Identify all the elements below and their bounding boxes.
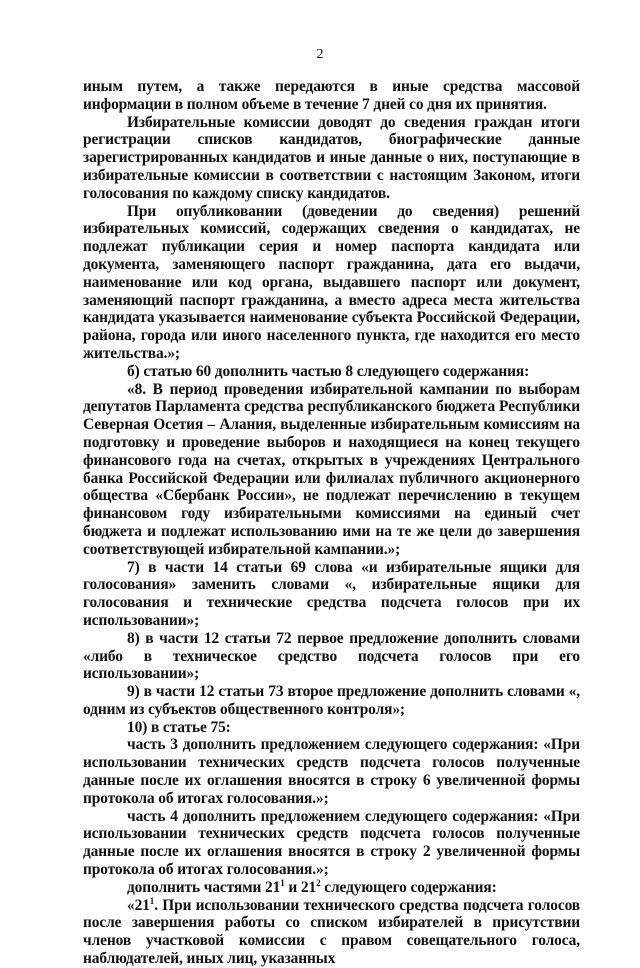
superscript-3: 1 [149,895,155,906]
document-body [83,78,580,968]
paragraph-3: При опубликовании (доведении до сведения) решений избирательных комиссий, содержащих сведения о кандидатах, не подлежат публикации серия и номер паспорта кандидата или документа, заменяющего паспорт гражданина, дата его выдачи, наименование или код органа, выдавшего паспорт или документ, заменяющий паспорт гражданина, а вместо адреса места жительства кандидата указывается наименование субъекта Российской Федерации, района, города или иного населенного пункта, где находится его место жительства.»; [83,202,580,362]
paragraph-5: «8. В период проведения избирательной кампании по выборам депутатов Парламента средства республиканского бюджета Республики Северная Осетия – Алания, выделенные избирательным комиссиям на подготовку и проведение выборов и находящиеся на конец текущего финансового года на счетах, открытых в учреждениях Центрального банка Российской Федерации или филиалах публичного акционерного общества «Сбербанк России», не подлежат перечислению в текущем финансовом году избирательными комиссиями на единый счет бюджета и подлежат использованию ими на те же цели до завершения соответствующей избирательной кампании.»; [83,380,580,558]
superscript-2: 2 [316,877,321,888]
paragraph-10: часть 3 дополнить предложением следующего содержания: «При использовании технических средств подсчета голосов полученные данные после их оглашения вносятся в строку 6 увеличенной формы протокола об итогах голосования.»; [83,736,580,807]
paragraph-13-text-before: «21 [127,896,150,914]
paragraph-12-text-after: следующего содержания: [320,878,497,896]
paragraph-7: 8) в части 12 статьи 72 первое предложение дополнить словами «либо в техническое средство подсчета голосов при его использовании»; [83,629,580,683]
paragraph-2: Избирательные комиссии доводят до сведения граждан итоги регистрации списков кандидатов, биографические данные зарегистрированных кандидатов и иные данные о них, поступающие в избирательные комиссии в соответствии с настоящим Законом, итоги голосования по каждому списку кандидатов. [83,113,580,202]
paragraph-9: 10) в статье 75: [127,718,231,736]
paragraph-13-text-after: . При использовании технического средства подсчета голосов после завершения работы со списком избирателей в присутствии членов участковой комиссии с правом совещательного голоса, наблюдателей, иных лиц, указанных [83,896,580,968]
paragraph-6: 7) в части 14 статьи 69 слова «и избирательные ящики для голосования» заменить словами «, избирательные ящики для голосования и технические средства подсчета голосов при их использовании»; [83,558,580,629]
paragraph-12-text-middle: и 21 [284,878,317,896]
paragraph-13 [83,897,580,968]
superscript-1: 1 [280,877,285,888]
paragraph-12 [83,879,580,897]
paragraph-4: б) статью 60 дополнить частью 8 следующего содержания: [127,362,530,380]
paragraph-1: иным путем, а также передаются в иные средства массовой информации в полном объеме в течение 7 дней со дня их принятия. [83,78,580,113]
paragraph-8: 9) в части 12 статьи 73 второе предложение дополнить словами «, одним из субъектов общественного контроля»; [83,683,580,718]
page-number: 2 [316,47,324,62]
paragraph-12-text-before: дополнить частями 21 [127,878,281,896]
paragraph-11: часть 4 дополнить предложением следующего содержания: «При использовании технических средств подсчета голосов полученные данные после их оглашения вносятся в строку 2 увеличенной формы протокола об итогах голосования.»; [83,807,580,879]
